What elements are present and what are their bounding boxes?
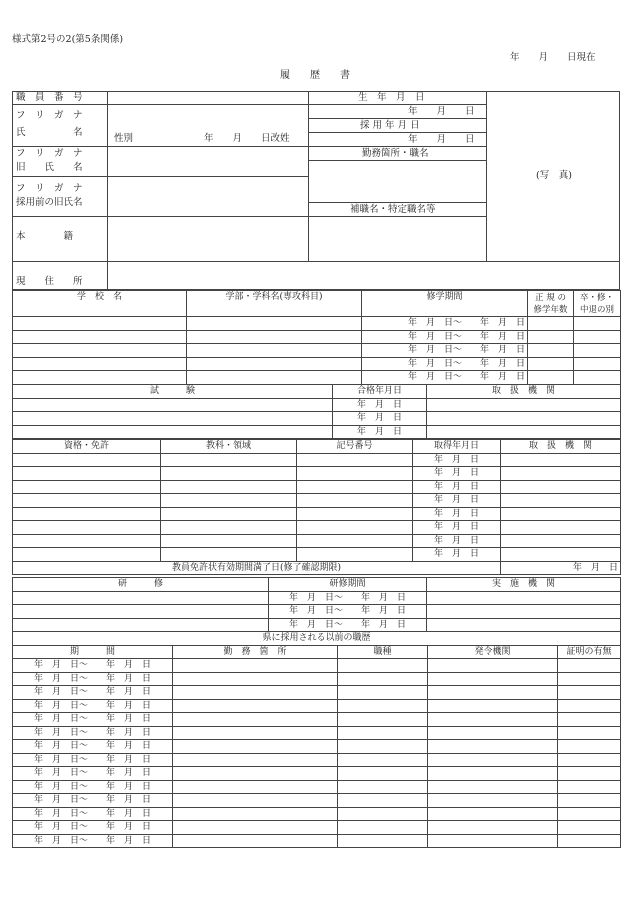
edu-status-header: 卒・修・ 中退の別 bbox=[574, 291, 621, 317]
exam-org-header: 取 扱 機 関 bbox=[427, 385, 621, 399]
career-job-cell[interactable] bbox=[338, 726, 428, 740]
career-cert-header: 証明の有無 bbox=[558, 645, 621, 659]
license-org-cell[interactable] bbox=[501, 494, 621, 508]
status-cell[interactable] bbox=[574, 317, 621, 331]
career-job-cell[interactable] bbox=[338, 686, 428, 700]
faculty-cell[interactable] bbox=[187, 317, 362, 331]
table-row bbox=[13, 767, 621, 781]
training-org-cell[interactable] bbox=[427, 618, 621, 632]
old-name-label: 旧 氏 名 bbox=[16, 162, 83, 173]
hire-date-label: 採 用 年 月 日 bbox=[360, 120, 420, 131]
workplace-label: 勤務箇所・職名 bbox=[362, 148, 429, 159]
career-cert-cell[interactable] bbox=[558, 767, 621, 781]
career-job-cell[interactable] bbox=[338, 740, 428, 754]
license-header: 資格・免許 bbox=[13, 440, 161, 454]
school-name-cell[interactable] bbox=[13, 371, 187, 385]
career-period-cell: 年 月 日〜 年 月 日 bbox=[13, 807, 173, 821]
table-row bbox=[13, 371, 621, 385]
period-cell: 年 月 日〜 年 月 日 bbox=[362, 371, 528, 385]
hire-date-value: 年 月 日 bbox=[408, 134, 475, 145]
education-table bbox=[12, 290, 621, 385]
table-row bbox=[13, 618, 621, 632]
career-workplace-cell[interactable] bbox=[173, 780, 338, 794]
table-row bbox=[13, 398, 621, 412]
gender-label: 性別 bbox=[114, 133, 134, 144]
code-cell[interactable] bbox=[297, 521, 413, 535]
subject-header: 教科・領域 bbox=[161, 440, 297, 454]
years-cell[interactable] bbox=[528, 344, 574, 358]
career-issuer-cell[interactable] bbox=[428, 686, 558, 700]
license-date-cell: 年 月 日 bbox=[413, 521, 501, 535]
table-row bbox=[13, 699, 621, 713]
career-issuer-cell[interactable] bbox=[428, 807, 558, 821]
career-cert-cell[interactable] bbox=[558, 780, 621, 794]
code-cell[interactable] bbox=[297, 494, 413, 508]
career-cert-cell[interactable] bbox=[558, 659, 621, 673]
period-cell: 年 月 日〜 年 月 日 bbox=[362, 344, 528, 358]
exam-name-cell[interactable] bbox=[13, 425, 333, 439]
career-job-header: 職種 bbox=[338, 645, 428, 659]
license-org-cell[interactable] bbox=[501, 480, 621, 494]
career-cert-cell[interactable] bbox=[558, 740, 621, 754]
career-issuer-cell[interactable] bbox=[428, 780, 558, 794]
license-date-cell: 年 月 日 bbox=[413, 548, 501, 562]
table-row bbox=[13, 412, 621, 426]
subject-cell[interactable] bbox=[161, 534, 297, 548]
table-row bbox=[13, 330, 621, 344]
page-title: 履 歴 書 bbox=[280, 70, 350, 81]
license-cell[interactable] bbox=[13, 480, 161, 494]
subject-cell[interactable] bbox=[161, 507, 297, 521]
career-workplace-cell[interactable] bbox=[173, 659, 338, 673]
edu-faculty-header: 学部・学科名(専攻科目) bbox=[187, 291, 362, 317]
code-cell[interactable] bbox=[297, 453, 413, 467]
period-cell: 年 月 日〜 年 月 日 bbox=[362, 357, 528, 371]
faculty-cell[interactable] bbox=[187, 357, 362, 371]
table-row bbox=[13, 740, 621, 754]
code-cell[interactable] bbox=[297, 548, 413, 562]
name-label: 氏 名 bbox=[16, 127, 83, 138]
code-cell[interactable] bbox=[297, 467, 413, 481]
name-change-label: 年 月 日改姓 bbox=[204, 133, 290, 144]
license-date-cell: 年 月 日 bbox=[413, 494, 501, 508]
career-workplace-cell[interactable] bbox=[173, 807, 338, 821]
table-row bbox=[13, 807, 621, 821]
career-period-cell: 年 月 日〜 年 月 日 bbox=[13, 834, 173, 848]
career-issuer-cell[interactable] bbox=[428, 699, 558, 713]
training-name-cell[interactable] bbox=[13, 605, 269, 619]
subject-cell[interactable] bbox=[161, 453, 297, 467]
career-job-cell[interactable] bbox=[338, 767, 428, 781]
license-cell[interactable] bbox=[13, 494, 161, 508]
table-row bbox=[13, 494, 621, 508]
school-name-cell[interactable] bbox=[13, 330, 187, 344]
period-cell: 年 月 日〜 年 月 日 bbox=[362, 330, 528, 344]
table-row bbox=[13, 357, 621, 371]
birth-date-label: 生 年 月 日 bbox=[358, 92, 425, 103]
table-row bbox=[13, 713, 621, 727]
training-table bbox=[12, 577, 621, 632]
training-period-cell: 年 月 日〜 年 月 日 bbox=[269, 605, 427, 619]
career-cert-cell[interactable] bbox=[558, 834, 621, 848]
training-org-cell[interactable] bbox=[427, 591, 621, 605]
table-row bbox=[13, 659, 621, 673]
career-workplace-cell[interactable] bbox=[173, 699, 338, 713]
license-cell[interactable] bbox=[13, 548, 161, 562]
career-workplace-cell[interactable] bbox=[173, 821, 338, 835]
career-issuer-cell[interactable] bbox=[428, 740, 558, 754]
career-job-cell[interactable] bbox=[338, 699, 428, 713]
training-header: 研 修 bbox=[13, 578, 269, 592]
license-org-cell[interactable] bbox=[501, 534, 621, 548]
license-date-cell: 年 月 日 bbox=[413, 507, 501, 521]
subject-cell[interactable] bbox=[161, 521, 297, 535]
training-name-cell[interactable] bbox=[13, 591, 269, 605]
license-org-cell[interactable] bbox=[501, 548, 621, 562]
address-label: 現 住 所 bbox=[16, 276, 83, 287]
career-cert-cell[interactable] bbox=[558, 794, 621, 808]
table-row bbox=[13, 591, 621, 605]
career-period-cell: 年 月 日〜 年 月 日 bbox=[13, 767, 173, 781]
career-period-cell: 年 月 日〜 年 月 日 bbox=[13, 659, 173, 673]
career-workplace-cell[interactable] bbox=[173, 686, 338, 700]
license-cell[interactable] bbox=[13, 453, 161, 467]
career-issuer-header: 発令機関 bbox=[428, 645, 558, 659]
career-job-cell[interactable] bbox=[338, 821, 428, 835]
training-name-cell[interactable] bbox=[13, 618, 269, 632]
table-row bbox=[13, 686, 621, 700]
license-date-cell: 年 月 日 bbox=[413, 534, 501, 548]
license-cell[interactable] bbox=[13, 521, 161, 535]
career-issuer-cell[interactable] bbox=[428, 659, 558, 673]
years-cell[interactable] bbox=[528, 317, 574, 331]
pre-furigana-label: フ リ ガ ナ bbox=[16, 183, 83, 194]
career-period-cell: 年 月 日〜 年 月 日 bbox=[13, 686, 173, 700]
training-period-cell: 年 月 日〜 年 月 日 bbox=[269, 591, 427, 605]
career-issuer-cell[interactable] bbox=[428, 713, 558, 727]
license-org-cell[interactable] bbox=[501, 453, 621, 467]
license-table bbox=[12, 439, 621, 575]
table-row bbox=[13, 672, 621, 686]
table-row bbox=[13, 753, 621, 767]
table-row bbox=[13, 425, 621, 439]
career-period-cell: 年 月 日〜 年 月 日 bbox=[13, 753, 173, 767]
table-row bbox=[13, 507, 621, 521]
code-cell[interactable] bbox=[297, 480, 413, 494]
license-date-cell: 年 月 日 bbox=[413, 467, 501, 481]
career-job-cell[interactable] bbox=[338, 672, 428, 686]
table-row bbox=[13, 834, 621, 848]
table-row bbox=[13, 794, 621, 808]
code-cell[interactable] bbox=[297, 507, 413, 521]
exam-name-cell[interactable] bbox=[13, 398, 333, 412]
career-issuer-cell[interactable] bbox=[428, 834, 558, 848]
faculty-cell[interactable] bbox=[187, 344, 362, 358]
license-org-cell[interactable] bbox=[501, 467, 621, 481]
career-period-cell: 年 月 日〜 年 月 日 bbox=[13, 726, 173, 740]
years-cell[interactable] bbox=[528, 357, 574, 371]
exam-date-cell: 年 月 日 bbox=[333, 425, 427, 439]
career-period-header: 期 間 bbox=[13, 645, 173, 659]
training-period-cell: 年 月 日〜 年 月 日 bbox=[269, 618, 427, 632]
staff-number-label: 職 員 番 号 bbox=[16, 92, 83, 103]
table-row bbox=[13, 726, 621, 740]
career-period-cell: 年 月 日〜 年 月 日 bbox=[13, 794, 173, 808]
career-table bbox=[12, 631, 621, 848]
exam-name-cell[interactable] bbox=[13, 412, 333, 426]
old-furigana-label: フ リ ガ ナ bbox=[16, 148, 83, 159]
license-org-header: 取 扱 機 関 bbox=[501, 440, 621, 454]
exam-org-cell[interactable] bbox=[427, 425, 621, 439]
status-cell[interactable] bbox=[574, 371, 621, 385]
career-period-cell: 年 月 日〜 年 月 日 bbox=[13, 699, 173, 713]
license-expiry-label: 教員免許状有効期間満了日(修了確認期限) bbox=[13, 561, 501, 575]
table-row bbox=[13, 534, 621, 548]
table-row bbox=[13, 467, 621, 481]
career-cert-cell[interactable] bbox=[558, 753, 621, 767]
supp-title-label: 補職名・特定職名等 bbox=[350, 204, 436, 215]
pre-name-label: 採用前の旧氏名 bbox=[16, 197, 83, 208]
training-org-cell[interactable] bbox=[427, 605, 621, 619]
table-row bbox=[13, 605, 621, 619]
table-row bbox=[13, 480, 621, 494]
career-section-title: 県に採用される以前の職歴 bbox=[13, 632, 621, 646]
birth-date-value: 年 月 日 bbox=[408, 106, 475, 117]
exam-header: 試 験 bbox=[13, 385, 333, 399]
career-period-cell: 年 月 日〜 年 月 日 bbox=[13, 821, 173, 835]
edu-period-header: 修学期間 bbox=[362, 291, 528, 317]
school-name-cell[interactable] bbox=[13, 344, 187, 358]
career-workplace-cell[interactable] bbox=[173, 834, 338, 848]
code-cell[interactable] bbox=[297, 534, 413, 548]
career-job-cell[interactable] bbox=[338, 753, 428, 767]
career-issuer-cell[interactable] bbox=[428, 821, 558, 835]
career-workplace-cell[interactable] bbox=[173, 794, 338, 808]
career-job-cell[interactable] bbox=[338, 794, 428, 808]
career-job-cell[interactable] bbox=[338, 807, 428, 821]
exam-table bbox=[12, 384, 621, 439]
license-expiry-date: 年 月 日 bbox=[501, 561, 621, 575]
career-workplace-cell[interactable] bbox=[173, 740, 338, 754]
career-job-cell[interactable] bbox=[338, 659, 428, 673]
career-period-cell: 年 月 日〜 年 月 日 bbox=[13, 740, 173, 754]
edu-years-header: 正 規 の 修学年数 bbox=[528, 291, 574, 317]
table-row bbox=[13, 780, 621, 794]
table-row bbox=[13, 521, 621, 535]
career-period-cell: 年 月 日〜 年 月 日 bbox=[13, 672, 173, 686]
career-issuer-cell[interactable] bbox=[428, 794, 558, 808]
status-cell[interactable] bbox=[574, 330, 621, 344]
period-cell: 年 月 日〜 年 月 日 bbox=[362, 317, 528, 331]
career-cert-cell[interactable] bbox=[558, 807, 621, 821]
years-cell[interactable] bbox=[528, 371, 574, 385]
code-header: 記号番号 bbox=[297, 440, 413, 454]
date-current: 年 月 日現在 bbox=[510, 52, 596, 63]
table-row bbox=[13, 548, 621, 562]
career-workplace-cell[interactable] bbox=[173, 672, 338, 686]
career-job-cell[interactable] bbox=[338, 834, 428, 848]
domicile-label: 本 籍 bbox=[16, 231, 74, 242]
career-period-cell: 年 月 日〜 年 月 日 bbox=[13, 713, 173, 727]
license-cell[interactable] bbox=[13, 534, 161, 548]
school-name-cell[interactable] bbox=[13, 357, 187, 371]
career-cert-cell[interactable] bbox=[558, 672, 621, 686]
subject-cell[interactable] bbox=[161, 494, 297, 508]
training-org-header: 実 施 機 関 bbox=[427, 578, 621, 592]
table-row bbox=[13, 453, 621, 467]
license-org-cell[interactable] bbox=[501, 521, 621, 535]
license-cell[interactable] bbox=[13, 507, 161, 521]
table-row bbox=[13, 821, 621, 835]
career-workplace-cell[interactable] bbox=[173, 753, 338, 767]
school-name-cell[interactable] bbox=[13, 317, 187, 331]
edu-school-header: 学 校 名 bbox=[13, 291, 187, 317]
career-issuer-cell[interactable] bbox=[428, 672, 558, 686]
subject-cell[interactable] bbox=[161, 467, 297, 481]
career-issuer-cell[interactable] bbox=[428, 753, 558, 767]
faculty-cell[interactable] bbox=[187, 330, 362, 344]
career-issuer-cell[interactable] bbox=[428, 767, 558, 781]
career-workplace-cell[interactable] bbox=[173, 713, 338, 727]
career-cert-cell[interactable] bbox=[558, 699, 621, 713]
subject-cell[interactable] bbox=[161, 548, 297, 562]
status-cell[interactable] bbox=[574, 357, 621, 371]
license-date-header: 取得年月日 bbox=[413, 440, 501, 454]
table-row bbox=[13, 317, 621, 331]
license-org-cell[interactable] bbox=[501, 507, 621, 521]
career-workplace-cell[interactable] bbox=[173, 726, 338, 740]
table-row bbox=[13, 344, 621, 358]
career-cert-cell[interactable] bbox=[558, 686, 621, 700]
years-cell[interactable] bbox=[528, 330, 574, 344]
training-period-header: 研修期間 bbox=[269, 578, 427, 592]
career-cert-cell[interactable] bbox=[558, 726, 621, 740]
furigana-label: フ リ ガ ナ bbox=[16, 110, 83, 121]
faculty-cell[interactable] bbox=[187, 371, 362, 385]
career-period-cell: 年 月 日〜 年 月 日 bbox=[13, 780, 173, 794]
career-cert-cell[interactable] bbox=[558, 821, 621, 835]
career-job-cell[interactable] bbox=[338, 780, 428, 794]
exam-date-header: 合格年月日 bbox=[333, 385, 427, 399]
career-job-cell[interactable] bbox=[338, 713, 428, 727]
form-label: 様式第2号の2(第5条関係) bbox=[12, 34, 124, 45]
career-workplace-header: 勤 務 箇 所 bbox=[173, 645, 338, 659]
license-cell[interactable] bbox=[13, 467, 161, 481]
status-cell[interactable] bbox=[574, 344, 621, 358]
license-date-cell: 年 月 日 bbox=[413, 453, 501, 467]
exam-date-cell: 年 月 日 bbox=[333, 412, 427, 426]
exam-org-cell[interactable] bbox=[427, 412, 621, 426]
subject-cell[interactable] bbox=[161, 480, 297, 494]
exam-org-cell[interactable] bbox=[427, 398, 621, 412]
license-date-cell: 年 月 日 bbox=[413, 480, 501, 494]
exam-date-cell: 年 月 日 bbox=[333, 398, 427, 412]
career-workplace-cell[interactable] bbox=[173, 767, 338, 781]
career-issuer-cell[interactable] bbox=[428, 726, 558, 740]
photo-area: (写 真) bbox=[536, 170, 572, 181]
career-cert-cell[interactable] bbox=[558, 713, 621, 727]
